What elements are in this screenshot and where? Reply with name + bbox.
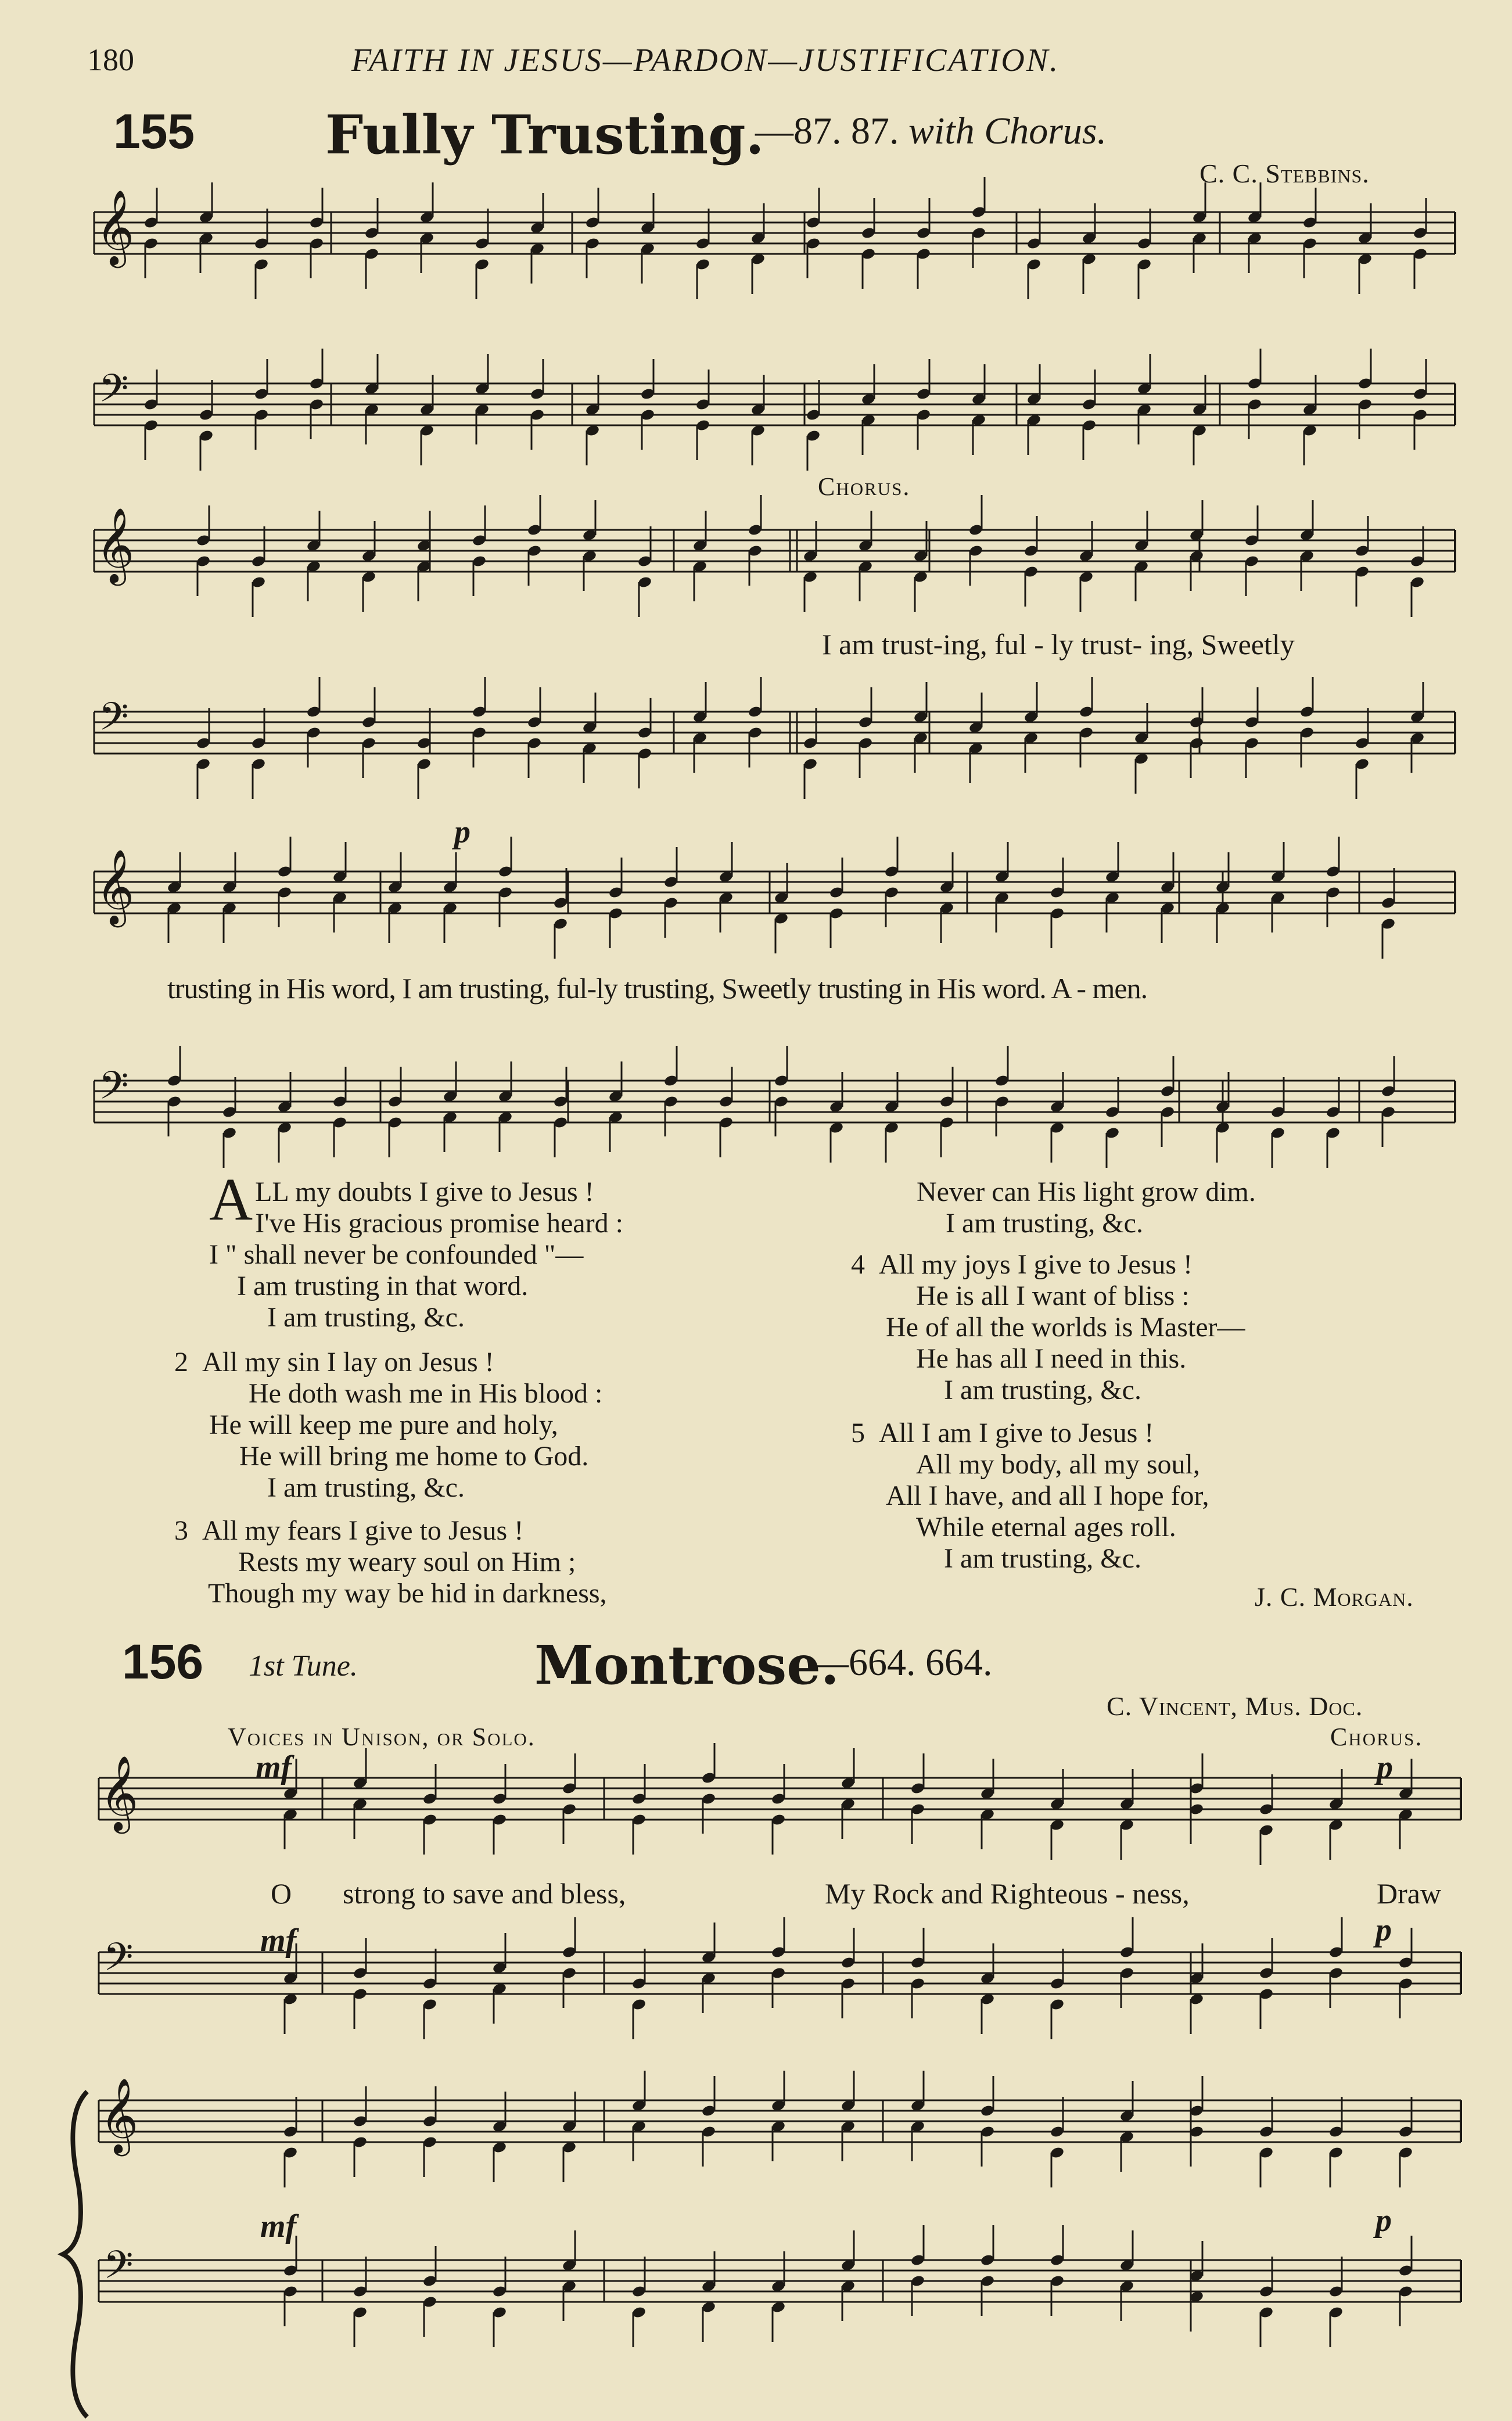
treble-clef-icon: 𝄞 — [100, 2078, 139, 2153]
treble-clef-icon: 𝄞 — [96, 189, 135, 265]
bass-clef-icon: 𝄢 — [99, 366, 129, 420]
page-number: 180 — [87, 42, 134, 77]
chorus-label-155: Chorus. — [818, 472, 911, 501]
lyric-o: O — [271, 1877, 292, 1910]
verse-3-continued: Never can His light grow dim. I am trusting, &c. — [917, 1177, 1256, 1239]
lyric-phrase-1: strong to save and bless, — [343, 1877, 626, 1910]
treble-clef-icon: 𝄞 — [100, 1755, 139, 1831]
hymn-title-156: Montrose. — [534, 1634, 839, 1697]
tune-label-156: 1st Tune. — [249, 1649, 358, 1683]
hymn-number-156: 156 — [122, 1634, 204, 1689]
treble-clef-icon: 𝄞 — [96, 849, 135, 924]
voice-note-156: Voices in Unison, or Solo. — [228, 1723, 536, 1751]
running-title: FAITH IN JESUS—PARDON—JUSTIFICATION. — [351, 42, 1060, 78]
bass-clef-icon: 𝄢 — [99, 1063, 129, 1117]
author-155: J. C. Morgan. — [1255, 1582, 1414, 1612]
verse-5: 5 All I am I give to Jesus ! All my body, all my soul, All I have, and all I hope for, While eternal ages roll. I am trusting, &c. — [851, 1418, 1209, 1574]
hymn-meter-155: —87. 87. with Chorus. — [755, 110, 1107, 152]
dynamic-mark: p — [454, 814, 471, 850]
verse-4: 4 All my joys I give to Jesus ! He is all I want of bliss : He of all the worlds is Master— He has all I need in this. I am trusting, &c. — [851, 1249, 1245, 1405]
hymn-number-155: 155 — [113, 104, 195, 159]
bass-clef-icon: 𝄢 — [103, 1935, 134, 1989]
dynamic-mf-1: mf — [256, 1749, 292, 1785]
dynamic-p-3: p — [1375, 2203, 1392, 2239]
verse-1: ALL my doubts I give to Jesus ! I've His gracious promise heard : I " shall never be confounded "— I am trusting in that word. I am trusting, &c. — [209, 1166, 623, 1333]
chorus-lyrics-line-2: trusting in His word, I am trusting, ful-ly trusting, Sweetly trusting in His word. A - men. — [167, 972, 1148, 1005]
staff-155-treble-3 — [94, 871, 1455, 913]
hymn-title-155: Fully Trusting. — [325, 103, 764, 166]
verse-2: 2 All my sin I lay on Jesus ! He doth wash me in His blood : He will keep me pure and holy, He will bring me home to God. I am trusting, &c. — [174, 1347, 603, 1503]
treble-clef-icon: 𝄞 — [96, 507, 135, 583]
staff-156-piano-bass — [99, 2260, 1461, 2302]
composer-155: C. C. Stebbins. — [1199, 159, 1370, 188]
dynamic-mf-2: mf — [260, 1923, 297, 1959]
chorus-label-156: Chorus. — [1330, 1723, 1423, 1751]
bass-clef-icon: 𝄢 — [103, 2243, 134, 2297]
lyric-phrase-2: My Rock and Righteous - ness, — [825, 1877, 1190, 1910]
chorus-lyrics-line-1: I am trust-ing, ful - ly trust- ing, Sweetly — [822, 628, 1295, 661]
piano-brace — [63, 2092, 87, 2417]
dynamic-p-1: p — [1377, 1749, 1393, 1785]
drop-cap: A — [209, 1166, 253, 1233]
verse-3: 3 All my fears I give to Jesus ! Rests my weary soul on Him ; Though my way be hid in darkness, — [174, 1515, 607, 1609]
dynamic-p-2: p — [1375, 1912, 1392, 1948]
hymn-meter-156: —664. 664. — [810, 1641, 993, 1684]
dynamic-mf-3: mf — [260, 2208, 297, 2244]
composer-156: C. Vincent, Mus. Doc. — [1107, 1691, 1363, 1721]
lyric-draw: Draw — [1377, 1877, 1442, 1910]
bass-clef-icon: 𝄢 — [99, 694, 129, 748]
